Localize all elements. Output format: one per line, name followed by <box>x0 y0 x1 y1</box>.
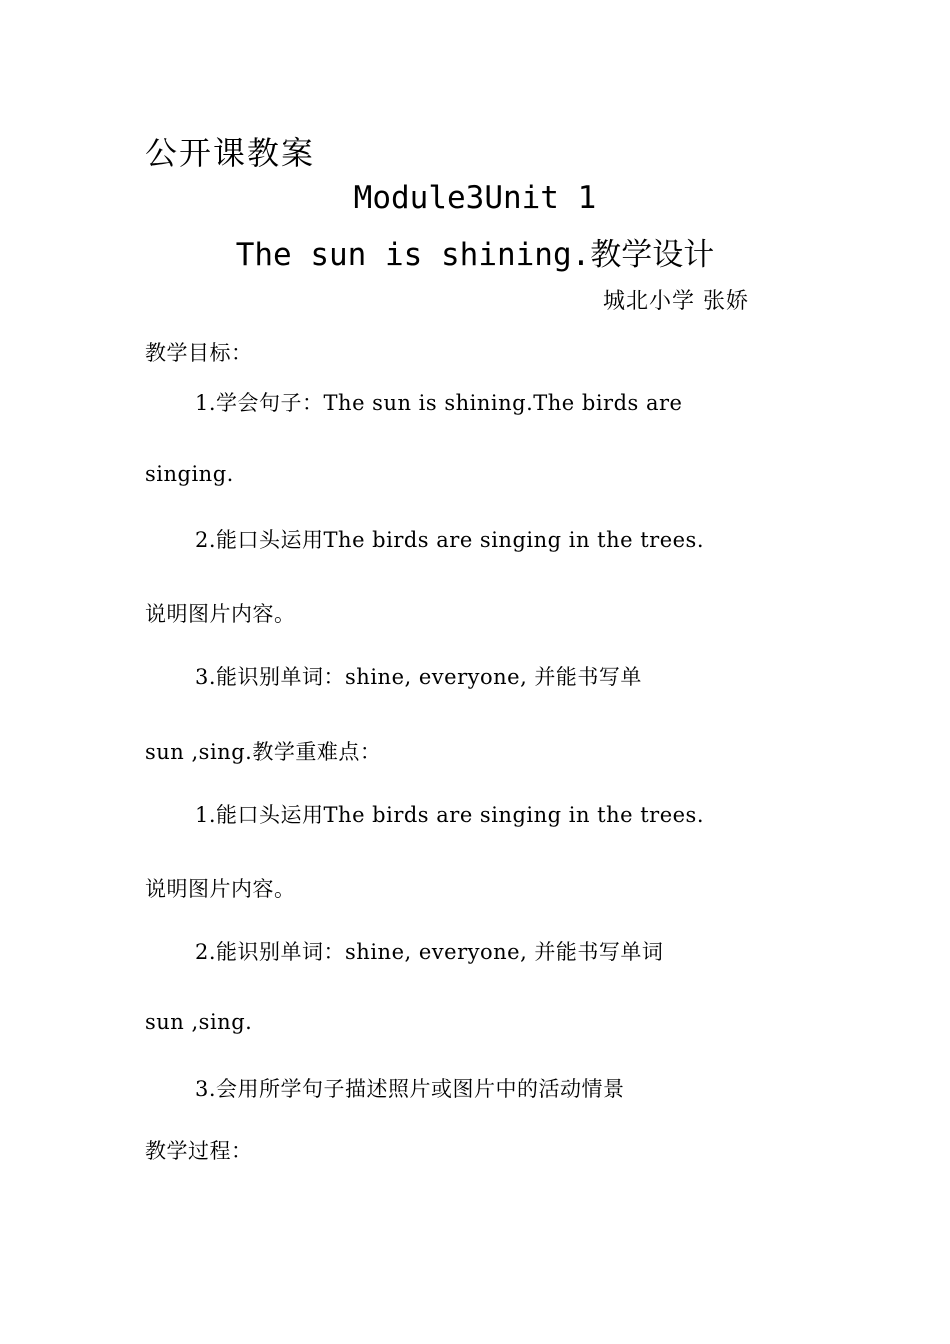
goal-1-line-2: singing. <box>145 462 234 486</box>
goal-2-line-2: 说明图片内容。 <box>145 602 296 626</box>
key-point-1-line-1: 1.能口头运用The birds are singing in the trees. <box>195 803 705 827</box>
goal-1-line-1: 1.学会句子：The sun is shining.The birds are <box>195 391 683 415</box>
key-point-2-line-1: 2.能识别单词：shine, everyone, 并能书写单词 <box>195 940 664 964</box>
goals-heading: 教学目标： <box>145 341 253 365</box>
goal-3-line-2: sun ,sing.教学重难点： <box>145 740 382 764</box>
author-line: 城北小学 张娇 <box>603 289 749 314</box>
key-point-2-line-2: sun ,sing. <box>145 1010 253 1034</box>
title-line-2: The sun is shining.教学设计 <box>235 237 715 273</box>
goal-2-line-1: 2.能口头运用The birds are singing in the trees. <box>195 528 705 552</box>
document-heading: 公开课教案 <box>145 134 316 172</box>
key-point-1-line-2: 说明图片内容。 <box>145 877 296 901</box>
goal-3-line-1: 3.能识别单词：shine, everyone, 并能书写单 <box>195 665 642 689</box>
process-heading: 教学过程： <box>145 1139 253 1163</box>
title-line-1: Module3Unit 1 <box>353 180 597 216</box>
key-point-3: 3.会用所学句子描述照片或图片中的活动情景 <box>195 1077 625 1101</box>
